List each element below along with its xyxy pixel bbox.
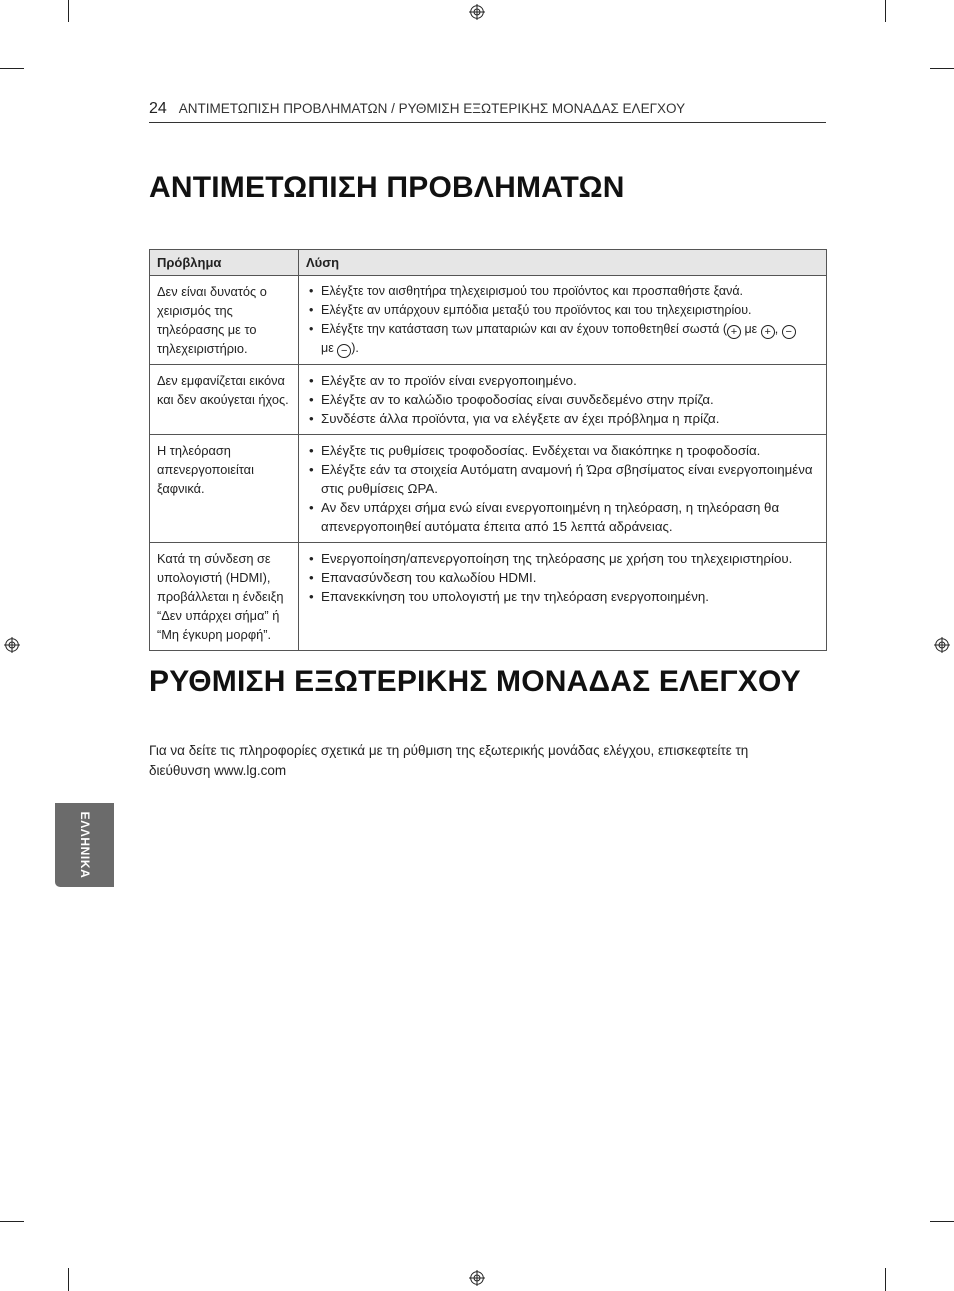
solution-list: [307, 371, 819, 428]
solution-item: • Ελέγξτε αν το προϊόν είναι ενεργοποιημένο.: [307, 371, 819, 390]
battery-minus-icon: −: [337, 344, 351, 358]
crop-mark: [930, 1221, 954, 1222]
solution-cell: [299, 543, 827, 651]
solution-item: • Ελέγξτε τον αισθητήρα τηλεχειρισμού του προϊόντος και προσπαθήστε ξανά.: [307, 282, 819, 301]
column-header-solution: Λύση: [299, 250, 827, 276]
section-title-troubleshooting: ΑΝΤΙΜΕΤΩΠΙΣΗ ΠΡΟΒΛΗΜΑΤΩΝ: [149, 171, 625, 204]
solution-item: • Ελέγξτε αν το καλώδιο τροφοδοσίας είναι συνδεδεμένο στην πρίζα.: [307, 390, 819, 409]
running-title: ΑΝΤΙΜΕΤΩΠΙΣΗ ΠΡΟΒΛΗΜΑΤΩΝ / ΡΥΘΜΙΣΗ ΕΞΩΤΕΡΙΚΗΣ ΜΟΝΑΔΑΣ ΕΛΕΓΧΟΥ: [178, 101, 686, 116]
solution-text: Ελέγξτε την κατάσταση των μπαταριών και αν έχουν τοποθετηθεί σωστά (: [321, 322, 727, 336]
registration-mark-icon: [469, 4, 485, 20]
section-title-external-control: ΡΥΘΜΙΣΗ ΕΞΩΤΕΡΙΚΗΣ ΜΟΝΑΔΑΣ ΕΛΕΓΧΟΥ: [149, 665, 801, 698]
table-row: [150, 365, 827, 435]
solution-item: • Ελέγξτε εάν τα στοιχεία Αυτόματη αναμονή ή Ώρα σβησίματος είναι ενεργοποιημένα στις ρυθμίσεις ΩΡΑ.: [307, 460, 819, 498]
table-row: [150, 276, 827, 365]
column-header-problem: Πρόβλημα: [150, 250, 299, 276]
language-tab-label: ΕΛΛΗΝΙΚΑ: [77, 811, 92, 879]
page-number: 24: [149, 100, 167, 117]
solution-item: • Ελέγξτε τις ρυθμίσεις τροφοδοσίας. Ενδέχεται να διακόπηκε η τροφοδοσία.: [307, 441, 819, 460]
solution-cell: [299, 365, 827, 435]
crop-mark: [0, 1221, 24, 1222]
solution-cell: [299, 276, 827, 365]
battery-minus-icon: −: [782, 325, 796, 339]
solution-list: [307, 549, 819, 606]
language-side-tab: [55, 803, 114, 887]
solution-item: • Αν δεν υπάρχει σήμα ενώ είναι ενεργοποιημένη η τηλεόραση, η τηλεόραση θα απενεργοποιηθεί αυτόματα έπειτα από 15 λεπτά αδράνειας.: [307, 498, 819, 536]
solution-list: [307, 282, 819, 358]
table-header-row: [150, 250, 827, 276]
problem-cell: Η τηλεόραση απενεργοποιείται ξαφνικά.: [150, 435, 299, 543]
solution-text: ).: [351, 341, 359, 355]
table-row: [150, 435, 827, 543]
table-row: [150, 543, 827, 651]
troubleshooting-table: [149, 249, 827, 651]
crop-mark: [68, 0, 69, 22]
solution-text: ,: [774, 322, 782, 336]
external-control-paragraph: Για να δείτε τις πληροφορίες σχετικά με τη ρύθμιση της εξωτερικής μονάδας ελέγχου, επισκεφτείτε τη διεύθυνση www.lg.com: [149, 743, 749, 778]
solution-item: • Επανασύνδεση του καλωδίου HDMI.: [307, 568, 819, 587]
solution-list: [307, 441, 819, 536]
solution-item: • Ενεργοποίηση/απενεργοποίηση της τηλεόρασης με χρήση του τηλεχειριστηρίου.: [307, 549, 819, 568]
solution-item: • Ελέγξτε αν υπάρχουν εμπόδια μεταξύ του προϊόντος και του τηλεχειριστηρίου.: [307, 301, 819, 320]
problem-cell: Δεν εμφανίζεται εικόνα και δεν ακούγεται ήχος.: [150, 365, 299, 435]
problem-cell: Κατά τη σύνδεση σε υπολογιστή (HDMI), προβάλλεται η ένδειξη “Δεν υπάρχει σήμα” ή “Μη έγκυρη μορφή”.: [150, 543, 299, 651]
battery-plus-icon: +: [727, 325, 741, 339]
crop-mark: [0, 68, 24, 69]
registration-mark-icon: [4, 637, 20, 653]
registration-mark-icon: [934, 637, 950, 653]
crop-mark: [930, 68, 954, 69]
crop-mark: [885, 0, 886, 22]
running-header: [149, 100, 826, 123]
solution-item: [307, 320, 819, 358]
solution-text: με: [741, 322, 761, 336]
solution-item: • Επανεκκίνηση του υπολογιστή με την τηλεόραση ενεργοποιημένη.: [307, 587, 819, 606]
solution-text: με: [321, 341, 338, 355]
solution-cell: [299, 435, 827, 543]
crop-mark: [68, 1268, 69, 1291]
battery-plus-icon: +: [761, 325, 775, 339]
problem-cell: Δεν είναι δυνατός ο χειρισμός της τηλεόρασης με το τηλεχειριστήριο.: [150, 276, 299, 365]
registration-mark-icon: [469, 1270, 485, 1286]
solution-item: • Συνδέστε άλλα προϊόντα, για να ελέγξετε αν έχει πρόβλημα η πρίζα.: [307, 409, 819, 428]
crop-mark: [885, 1268, 886, 1291]
